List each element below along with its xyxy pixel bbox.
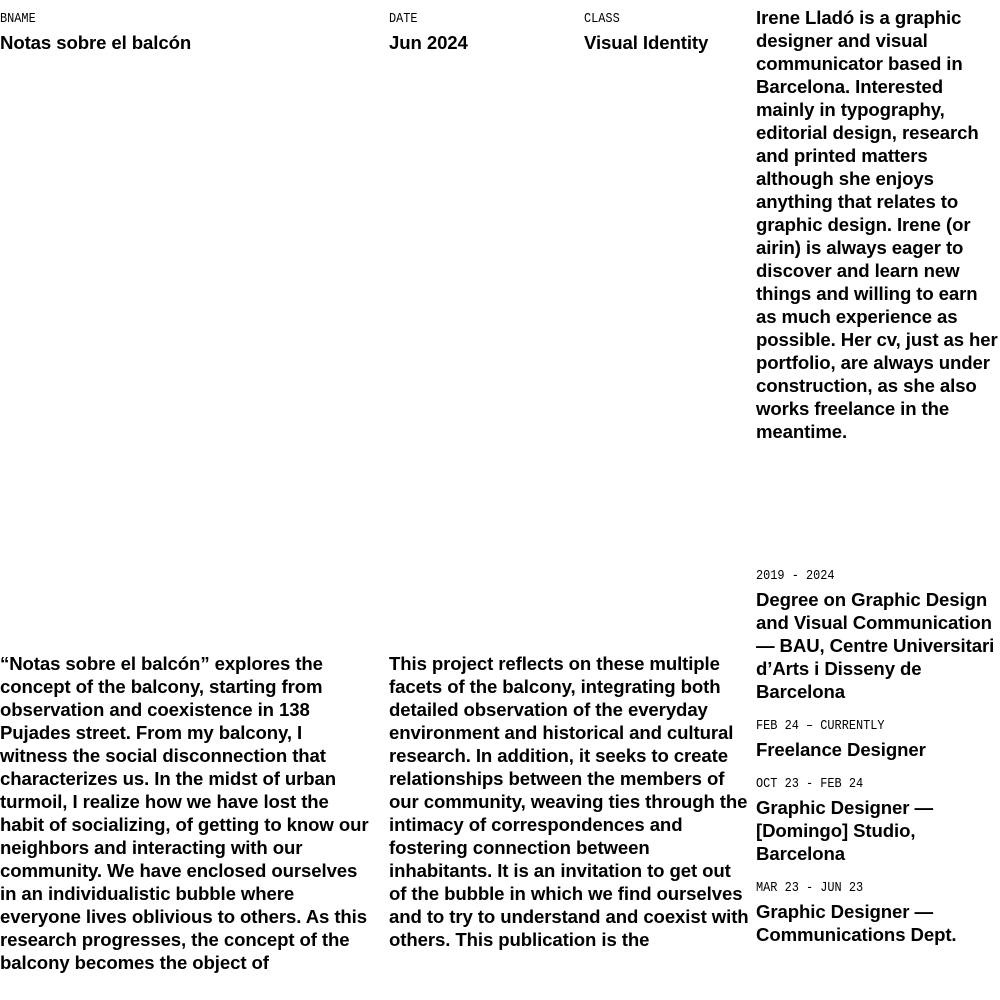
designer-bio: Irene Lladó is a graphic designer and visual communicator based in Barcelona. Interested mainly in typography, editorial design, research and printed matters although she enjoys anything that relates to graphic design. Irene (or airin) is always eager to discover and learn new things and willing to earn as much experience as possible. Her cv, just as her portfolio, are always under construction, as she also works freelance in the meantime. xyxy=(756,7,998,442)
project-class-value: Visual Identity xyxy=(584,32,709,53)
project-name-value: Notas sobre el balcón xyxy=(0,32,192,53)
timeline-period: MAR 23 - JUN 23 xyxy=(756,880,864,896)
project-date-label: DATE xyxy=(389,11,418,27)
project-date-value: Jun 2024 xyxy=(389,32,468,53)
timeline-item xyxy=(756,566,1000,703)
timeline-period: OCT 23 - FEB 24 xyxy=(756,776,864,792)
timeline-item xyxy=(756,878,1000,946)
timeline-item xyxy=(756,774,1000,865)
timeline-period: 2019 - 2024 xyxy=(756,568,835,584)
timeline-role: Graphic Designer — [Domingo] Studio, Barcelona xyxy=(756,797,933,864)
cv-timeline xyxy=(756,566,1000,959)
project-class-field xyxy=(584,9,708,54)
project-description-column-1: “Notas sobre el balcón” explores the concept of the balcony, starting from observation and coexistence in 138 Pujades street. From my balcony, I witness the social disconnection that characterizes us. In the midst of urban turmoil, I realize how we have lost the habit of socializing, of getting to know our neighbors and interacting with our community. We have enclosed ourselves in an individualistic bubble where everyone lives oblivious to others. As this research progresses, the concept of the balcony becomes the object of xyxy=(0,653,369,973)
project-description-column-2: This project reflects on these multiple facets of the balcony, integrating both detailed observation of the everyday environment and historical and cultural research. In addition, it seeks to create relationships between the members of our community, weaving ties through the intimacy of correspondences and fostering connection between inhabitants. It is an invitation to get out of the bubble in which we find ourselves and to try to understand and coexist with others. This publication is the xyxy=(389,653,749,950)
timeline-role: Degree on Graphic Design and Visual Communication — BAU, Centre Universitari d’Arts i Disseny de Barcelona xyxy=(756,589,995,702)
project-name-field xyxy=(0,9,191,54)
project-name-label: BNAME xyxy=(0,11,36,27)
project-date-field xyxy=(389,9,468,54)
timeline-period: FEB 24 – CURRENTLY xyxy=(756,718,885,734)
project-class-label: CLASS xyxy=(584,11,620,27)
timeline-role: Graphic Designer — Communications Dept. xyxy=(756,901,957,945)
timeline-item xyxy=(756,716,1000,761)
timeline-role: Freelance Designer xyxy=(756,739,926,760)
